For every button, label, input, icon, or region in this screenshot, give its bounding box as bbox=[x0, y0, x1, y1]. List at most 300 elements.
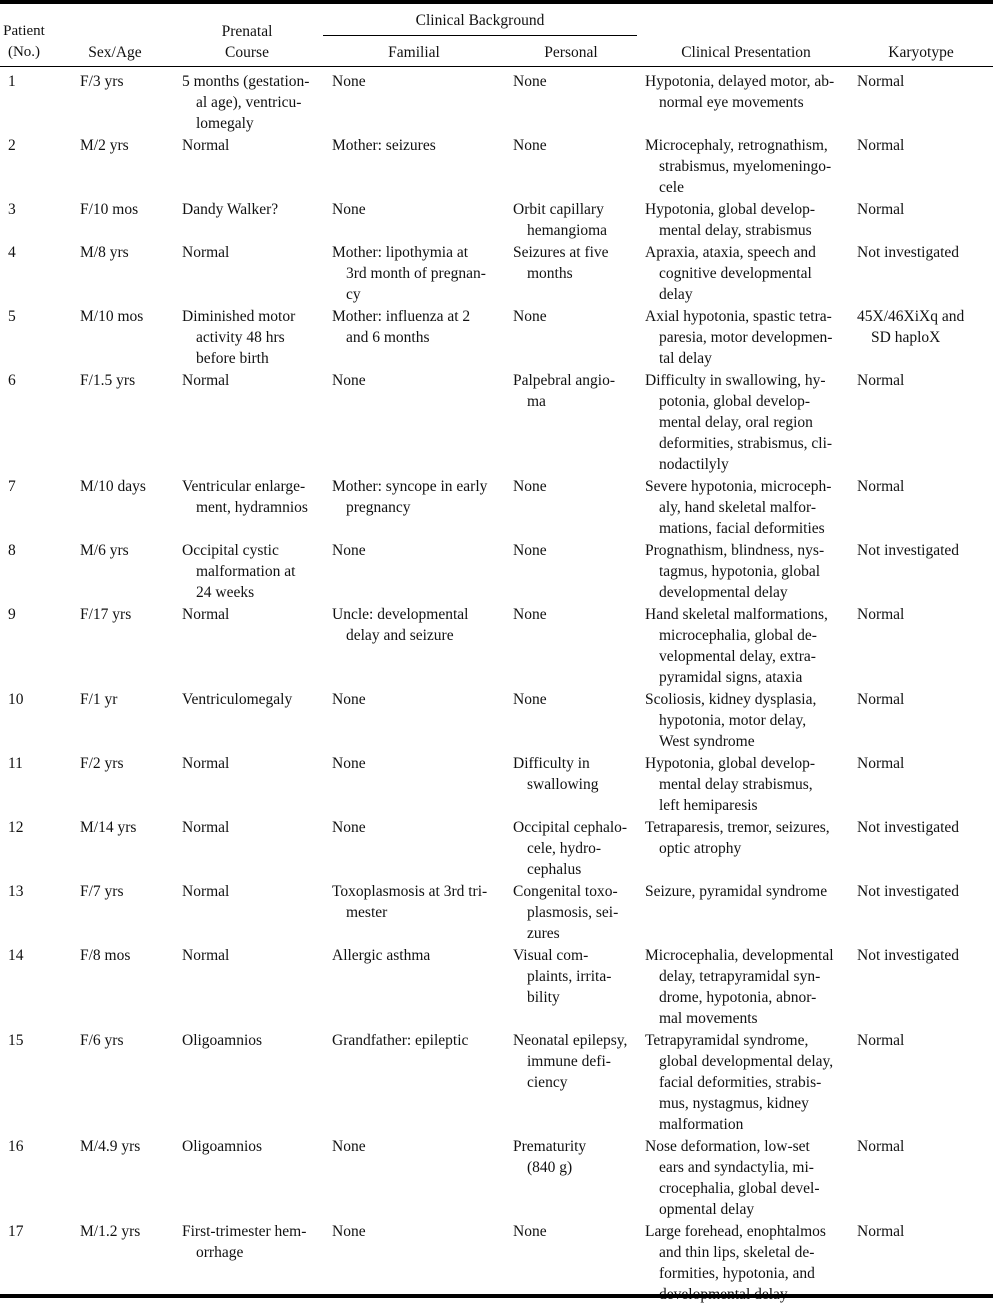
familial-background-cell bbox=[324, 241, 505, 305]
personal-background-line: ma bbox=[527, 393, 546, 410]
karyotype-line: Not investigated bbox=[857, 883, 960, 900]
clinical-presentation-cell bbox=[639, 305, 853, 369]
personal-background-line: cephalus bbox=[527, 861, 582, 878]
header-rule bbox=[0, 66, 993, 67]
patient-table bbox=[0, 70, 993, 1305]
table-row bbox=[0, 475, 993, 539]
prenatal-course-cell bbox=[174, 241, 324, 305]
familial-background-cell bbox=[324, 475, 505, 539]
sex-age: M/10 days bbox=[80, 478, 146, 495]
prenatal-course-cell bbox=[174, 880, 324, 944]
prenatal-course-cell bbox=[174, 1135, 324, 1220]
clinical-presentation-line: mental delay, oral region bbox=[659, 414, 813, 431]
karyotype-line: Normal bbox=[857, 1032, 905, 1049]
personal-background-line: swallowing bbox=[527, 776, 599, 793]
sex-age: F/6 yrs bbox=[80, 1032, 124, 1049]
table-row bbox=[0, 1220, 993, 1305]
familial-background-line: None bbox=[332, 73, 366, 90]
clinical-presentation-line: drome, hypotonia, abnor- bbox=[659, 989, 817, 1006]
patient-number-cell bbox=[0, 1220, 72, 1305]
personal-background-line: months bbox=[527, 265, 573, 282]
patient-number-cell bbox=[0, 539, 72, 603]
clinical-presentation-line: Large forehead, enophtalmos bbox=[645, 1223, 826, 1240]
patient-number: 15 bbox=[8, 1032, 24, 1049]
patient-number-cell bbox=[0, 816, 72, 880]
prenatal-course-line: Dandy Walker? bbox=[182, 201, 279, 218]
header-familial: Familial bbox=[388, 44, 440, 61]
personal-background-line: Occipital cephalo- bbox=[513, 819, 628, 836]
familial-background-line: Mother: syncope in early bbox=[332, 478, 488, 495]
familial-background-line: None bbox=[332, 755, 366, 772]
personal-background-line: plaints, irrita- bbox=[527, 968, 612, 985]
sex-age: F/10 mos bbox=[80, 201, 139, 218]
prenatal-course-line: Normal bbox=[182, 606, 230, 623]
prenatal-course-cell bbox=[174, 70, 324, 134]
prenatal-course-cell bbox=[174, 305, 324, 369]
personal-background-cell bbox=[505, 369, 639, 475]
personal-background-cell bbox=[505, 880, 639, 944]
sex-age-cell bbox=[72, 241, 174, 305]
familial-background-line: and 6 months bbox=[346, 329, 430, 346]
personal-background-cell bbox=[505, 1220, 639, 1305]
table-row bbox=[0, 198, 993, 241]
clinical-presentation-line: mal movements bbox=[659, 1010, 758, 1027]
clinical-presentation-cell bbox=[639, 475, 853, 539]
patient-number: 3 bbox=[8, 201, 16, 218]
sex-age: F/7 yrs bbox=[80, 883, 124, 900]
table-row bbox=[0, 134, 993, 198]
personal-background-cell bbox=[505, 1029, 639, 1135]
familial-background-line: Mother: seizures bbox=[332, 137, 436, 154]
personal-background-cell bbox=[505, 816, 639, 880]
familial-background-line: Mother: influenza at 2 bbox=[332, 308, 471, 325]
prenatal-course-line: Ventriculomegaly bbox=[182, 691, 293, 708]
clinical-presentation-line: and thin lips, skeletal de- bbox=[659, 1244, 815, 1261]
clinical-presentation-line: pyramidal signs, ataxia bbox=[659, 669, 803, 686]
familial-background-line: Allergic asthma bbox=[332, 947, 431, 964]
patient-number: 4 bbox=[8, 244, 16, 261]
personal-background-line: Neonatal epilepsy, bbox=[513, 1032, 628, 1049]
karyotype-line: Normal bbox=[857, 478, 905, 495]
karyotype-cell bbox=[853, 369, 993, 475]
patient-number-cell bbox=[0, 880, 72, 944]
karyotype-cell bbox=[853, 603, 993, 688]
karyotype-cell bbox=[853, 305, 993, 369]
table-row bbox=[0, 241, 993, 305]
prenatal-course-line: First-trimester hem- bbox=[182, 1223, 307, 1240]
clinical-presentation-cell bbox=[639, 70, 853, 134]
karyotype-line: Normal bbox=[857, 691, 905, 708]
familial-background-line: None bbox=[332, 201, 366, 218]
sex-age-cell bbox=[72, 369, 174, 475]
patient-number: 6 bbox=[8, 372, 16, 389]
sex-age-cell bbox=[72, 305, 174, 369]
personal-background-line: None bbox=[513, 308, 547, 325]
patient-number-cell bbox=[0, 134, 72, 198]
familial-background-line: cy bbox=[346, 286, 361, 303]
karyotype-line: Normal bbox=[857, 606, 905, 623]
familial-background-cell bbox=[324, 880, 505, 944]
sex-age: F/3 yrs bbox=[80, 73, 124, 90]
prenatal-course-line: Occipital cystic bbox=[182, 542, 279, 559]
personal-background-line: zures bbox=[527, 925, 560, 942]
sex-age: M/4.9 yrs bbox=[80, 1138, 141, 1155]
patient-number-cell bbox=[0, 944, 72, 1029]
clinical-presentation-line: aly, hand skeletal malfor- bbox=[659, 499, 817, 516]
header-clinical-background: Clinical Background bbox=[415, 12, 545, 29]
karyotype-line: Normal bbox=[857, 73, 905, 90]
clinical-presentation-line: Microcephaly, retrognathism, bbox=[645, 137, 828, 154]
clinical-presentation-line: normal eye movements bbox=[659, 94, 804, 111]
personal-background-line: bility bbox=[527, 989, 560, 1006]
clinical-presentation-cell bbox=[639, 539, 853, 603]
prenatal-course-cell bbox=[174, 816, 324, 880]
personal-background-line: plasmosis, sei- bbox=[527, 904, 619, 921]
familial-background-cell bbox=[324, 198, 505, 241]
karyotype-cell bbox=[853, 688, 993, 752]
karyotype-line: Normal bbox=[857, 137, 905, 154]
familial-background-line: None bbox=[332, 819, 366, 836]
familial-background-line: 3rd month of pregnan- bbox=[346, 265, 486, 282]
karyotype-cell bbox=[853, 241, 993, 305]
familial-background-line: None bbox=[332, 1138, 366, 1155]
clinical-presentation-line: crocephalia, global devel- bbox=[659, 1180, 820, 1197]
header-prenatal-course: Prenatal Course bbox=[221, 23, 273, 61]
personal-background-line: None bbox=[513, 1223, 547, 1240]
personal-background-line: None bbox=[513, 606, 547, 623]
personal-background-line: hemangioma bbox=[527, 222, 608, 239]
personal-background-cell bbox=[505, 603, 639, 688]
clinical-presentation-cell bbox=[639, 752, 853, 816]
personal-background-line: None bbox=[513, 691, 547, 708]
personal-background-line: Prematurity bbox=[513, 1138, 587, 1155]
sex-age: F/17 yrs bbox=[80, 606, 132, 623]
sex-age-cell bbox=[72, 70, 174, 134]
table-row bbox=[0, 752, 993, 816]
prenatal-course-line: 24 weeks bbox=[196, 584, 255, 601]
karyotype-line: Normal bbox=[857, 372, 905, 389]
sex-age-cell bbox=[72, 688, 174, 752]
karyotype-cell bbox=[853, 880, 993, 944]
prenatal-course-cell bbox=[174, 752, 324, 816]
personal-background-line: None bbox=[513, 73, 547, 90]
patient-number: 2 bbox=[8, 137, 16, 154]
prenatal-course-line: Normal bbox=[182, 372, 230, 389]
personal-background-cell bbox=[505, 688, 639, 752]
familial-background-cell bbox=[324, 305, 505, 369]
prenatal-course-line: al age), ventricu- bbox=[196, 94, 302, 111]
personal-background-cell bbox=[505, 1135, 639, 1220]
clinical-presentation-line: formities, hypotonia, and bbox=[659, 1265, 815, 1282]
clinical-presentation-cell bbox=[639, 241, 853, 305]
clinical-presentation-line: left hemiparesis bbox=[659, 797, 758, 814]
personal-background-line: Palpebral angio- bbox=[513, 372, 616, 389]
clinical-presentation-cell bbox=[639, 603, 853, 688]
clinical-presentation-line: Scoliosis, kidney dysplasia, bbox=[645, 691, 817, 708]
clinical-presentation-line: Nose deformation, low-set bbox=[645, 1138, 810, 1155]
prenatal-course-line: before birth bbox=[196, 350, 269, 367]
karyotype-cell bbox=[853, 70, 993, 134]
patient-number: 16 bbox=[8, 1138, 24, 1155]
sex-age-cell bbox=[72, 1135, 174, 1220]
patient-number-cell bbox=[0, 198, 72, 241]
clinical-presentation-line: ears and syndactylia, mi- bbox=[659, 1159, 814, 1176]
familial-background-cell bbox=[324, 369, 505, 475]
prenatal-course-line: Normal bbox=[182, 819, 230, 836]
sex-age-cell bbox=[72, 1220, 174, 1305]
prenatal-course-line: activity 48 hrs bbox=[196, 329, 285, 346]
personal-background-cell bbox=[505, 539, 639, 603]
table-row bbox=[0, 880, 993, 944]
clinical-presentation-line: tal delay bbox=[659, 350, 712, 367]
personal-background-cell bbox=[505, 752, 639, 816]
patient-number: 10 bbox=[8, 691, 24, 708]
familial-background-line: pregnancy bbox=[346, 499, 411, 516]
familial-background-cell bbox=[324, 134, 505, 198]
table-row bbox=[0, 1135, 993, 1220]
clinical-presentation-line: strabismus, myelomeningo- bbox=[659, 158, 832, 175]
sex-age: M/10 mos bbox=[80, 308, 144, 325]
personal-background-cell bbox=[505, 475, 639, 539]
familial-background-cell bbox=[324, 603, 505, 688]
clinical-presentation-cell bbox=[639, 369, 853, 475]
sex-age: F/1.5 yrs bbox=[80, 372, 136, 389]
patient-number-cell bbox=[0, 688, 72, 752]
personal-background-line: Congenital toxo- bbox=[513, 883, 618, 900]
prenatal-course-line: Oligoamnios bbox=[182, 1032, 263, 1049]
sex-age-cell bbox=[72, 198, 174, 241]
clinical-presentation-line: tagmus, hypotonia, global bbox=[659, 563, 821, 580]
table-row bbox=[0, 816, 993, 880]
clinical-presentation-line: developmental delay bbox=[659, 584, 788, 601]
familial-background-cell bbox=[324, 688, 505, 752]
clinical-presentation-line: potonia, global develop- bbox=[659, 393, 811, 410]
prenatal-course-cell bbox=[174, 688, 324, 752]
personal-background-line: immune defi- bbox=[527, 1053, 611, 1070]
karyotype-cell bbox=[853, 816, 993, 880]
patient-number-cell bbox=[0, 241, 72, 305]
prenatal-course-line: Normal bbox=[182, 137, 230, 154]
patient-number-cell bbox=[0, 1135, 72, 1220]
prenatal-course-line: orrhage bbox=[196, 1244, 244, 1261]
prenatal-course-line: Normal bbox=[182, 244, 230, 261]
personal-background-line: Visual com- bbox=[513, 947, 589, 964]
familial-background-cell bbox=[324, 1135, 505, 1220]
patient-number: 5 bbox=[8, 308, 16, 325]
clinical-presentation-cell bbox=[639, 1135, 853, 1220]
sex-age: M/2 yrs bbox=[80, 137, 129, 154]
sex-age: F/8 mos bbox=[80, 947, 131, 964]
familial-background-line: delay and seizure bbox=[346, 627, 454, 644]
familial-background-cell bbox=[324, 539, 505, 603]
karyotype-cell bbox=[853, 752, 993, 816]
sex-age-cell bbox=[72, 944, 174, 1029]
clinical-presentation-line: Seizure, pyramidal syndrome bbox=[645, 883, 828, 900]
clinical-presentation-line: velopmental delay, extra- bbox=[659, 648, 816, 665]
personal-background-line: Orbit capillary bbox=[513, 201, 604, 218]
sex-age-cell bbox=[72, 752, 174, 816]
clinical-presentation-cell bbox=[639, 880, 853, 944]
clinical-presentation-line: global developmental delay, bbox=[659, 1053, 834, 1070]
sex-age-cell bbox=[72, 816, 174, 880]
patient-number: 11 bbox=[8, 755, 23, 772]
sex-age-cell bbox=[72, 880, 174, 944]
familial-background-cell bbox=[324, 944, 505, 1029]
personal-background-line: Seizures at five bbox=[513, 244, 609, 261]
personal-background-line: cele, hydro- bbox=[527, 840, 602, 857]
karyotype-line: Not investigated bbox=[857, 947, 960, 964]
patient-number-cell bbox=[0, 305, 72, 369]
karyotype-cell bbox=[853, 1029, 993, 1135]
familial-background-cell bbox=[324, 816, 505, 880]
personal-background-line: (840 g) bbox=[527, 1159, 573, 1176]
prenatal-course-line: Normal bbox=[182, 947, 230, 964]
karyotype-line: Normal bbox=[857, 1138, 905, 1155]
clinical-presentation-cell bbox=[639, 134, 853, 198]
header-clinical-presentation: Clinical Presentation bbox=[681, 44, 811, 61]
prenatal-course-cell bbox=[174, 198, 324, 241]
clinical-presentation-line: deformities, strabismus, cli- bbox=[659, 435, 833, 452]
sex-age: M/6 yrs bbox=[80, 542, 129, 559]
clinical-presentation-cell bbox=[639, 1220, 853, 1305]
table-row bbox=[0, 305, 993, 369]
karyotype-line: Not investigated bbox=[857, 542, 960, 559]
clinical-presentation-line: Hypotonia, global develop- bbox=[645, 201, 816, 218]
patient-number: 12 bbox=[8, 819, 24, 836]
patient-number-cell bbox=[0, 70, 72, 134]
clinical-presentation-line: mental delay, strabismus bbox=[659, 222, 812, 239]
patient-number: 7 bbox=[8, 478, 16, 495]
bottom-rule bbox=[0, 1294, 993, 1298]
patient-number-cell bbox=[0, 752, 72, 816]
clinical-presentation-line: Severe hypotonia, microceph- bbox=[645, 478, 832, 495]
patient-number: 1 bbox=[8, 73, 16, 90]
table-row bbox=[0, 369, 993, 475]
familial-background-line: None bbox=[332, 691, 366, 708]
prenatal-course-cell bbox=[174, 134, 324, 198]
personal-background-cell bbox=[505, 134, 639, 198]
prenatal-course-cell bbox=[174, 944, 324, 1029]
table-row bbox=[0, 539, 993, 603]
karyotype-cell bbox=[853, 539, 993, 603]
karyotype-cell bbox=[853, 944, 993, 1029]
prenatal-course-cell bbox=[174, 603, 324, 688]
clinical-presentation-line: Apraxia, ataxia, speech and bbox=[645, 244, 816, 261]
clinical-presentation-line: Hand skeletal malformations, bbox=[645, 606, 828, 623]
karyotype-line: Normal bbox=[857, 755, 905, 772]
familial-background-cell bbox=[324, 752, 505, 816]
personal-background-line: Difficulty in bbox=[513, 755, 590, 772]
clinical-presentation-line: paresia, motor developmen- bbox=[659, 329, 833, 346]
clinical-presentation-cell bbox=[639, 198, 853, 241]
sex-age-cell bbox=[72, 475, 174, 539]
clinical-background-rule bbox=[323, 35, 637, 36]
clinical-presentation-line: facial deformities, strabis- bbox=[659, 1074, 822, 1091]
prenatal-course-cell bbox=[174, 539, 324, 603]
personal-background-line: None bbox=[513, 542, 547, 559]
sex-age: F/1 yr bbox=[80, 691, 118, 708]
sex-age-cell bbox=[72, 539, 174, 603]
clinical-presentation-line: nodactilyly bbox=[659, 456, 729, 473]
header-sex-age: Sex/Age bbox=[88, 44, 142, 61]
prenatal-course-line: Normal bbox=[182, 883, 230, 900]
sex-age: M/1.2 yrs bbox=[80, 1223, 141, 1240]
table-row bbox=[0, 603, 993, 688]
prenatal-course-line: Oligoamnios bbox=[182, 1138, 263, 1155]
prenatal-course-cell bbox=[174, 475, 324, 539]
personal-background-line: None bbox=[513, 478, 547, 495]
header-karyotype: Karyotype bbox=[888, 44, 954, 61]
karyotype-cell bbox=[853, 1135, 993, 1220]
familial-background-line: None bbox=[332, 542, 366, 559]
patient-number-cell bbox=[0, 1029, 72, 1135]
prenatal-course-cell bbox=[174, 1220, 324, 1305]
header-personal: Personal bbox=[544, 44, 598, 61]
familial-background-line: mester bbox=[346, 904, 388, 921]
table-row bbox=[0, 688, 993, 752]
familial-background-line: None bbox=[332, 1223, 366, 1240]
clinical-presentation-line: mus, nystagmus, kidney bbox=[659, 1095, 809, 1112]
patient-number: 9 bbox=[8, 606, 16, 623]
personal-background-cell bbox=[505, 241, 639, 305]
clinical-presentation-line: Tetraparesis, tremor, seizures, bbox=[645, 819, 830, 836]
personal-background-line: None bbox=[513, 137, 547, 154]
sex-age-cell bbox=[72, 603, 174, 688]
patient-number-cell bbox=[0, 369, 72, 475]
clinical-presentation-line: Microcephalia, developmental bbox=[645, 947, 834, 964]
patient-number-cell bbox=[0, 475, 72, 539]
karyotype-cell bbox=[853, 198, 993, 241]
clinical-presentation-line: opmental delay bbox=[659, 1201, 755, 1218]
karyotype-line: 45X/46XiXq and bbox=[857, 308, 965, 325]
sex-age-cell bbox=[72, 134, 174, 198]
personal-background-cell bbox=[505, 70, 639, 134]
patient-number: 17 bbox=[8, 1223, 24, 1240]
clinical-presentation-line: mental delay strabismus, bbox=[659, 776, 813, 793]
prenatal-course-line: 5 months (gestation- bbox=[182, 73, 310, 90]
clinical-presentation-line: optic atrophy bbox=[659, 840, 742, 857]
clinical-presentation-line: hypotonia, motor delay, bbox=[659, 712, 807, 729]
karyotype-cell bbox=[853, 475, 993, 539]
clinical-presentation-line: microcephalia, global de- bbox=[659, 627, 817, 644]
prenatal-course-cell bbox=[174, 369, 324, 475]
top-rule bbox=[0, 0, 993, 4]
personal-background-cell bbox=[505, 944, 639, 1029]
prenatal-course-line: Normal bbox=[182, 755, 230, 772]
personal-background-cell bbox=[505, 305, 639, 369]
table-row bbox=[0, 944, 993, 1029]
familial-background-cell bbox=[324, 1220, 505, 1305]
sex-age: M/8 yrs bbox=[80, 244, 129, 261]
clinical-presentation-line: Tetrapyramidal syndrome, bbox=[645, 1032, 809, 1049]
personal-background-cell bbox=[505, 198, 639, 241]
sex-age: F/2 yrs bbox=[80, 755, 124, 772]
clinical-presentation-cell bbox=[639, 944, 853, 1029]
karyotype-cell bbox=[853, 1220, 993, 1305]
prenatal-course-cell bbox=[174, 1029, 324, 1135]
prenatal-course-line: malformation at bbox=[196, 563, 296, 580]
header-patient: Patient (No.) bbox=[3, 23, 45, 60]
clinical-presentation-line: mations, facial deformities bbox=[659, 520, 825, 537]
karyotype-line: Not investigated bbox=[857, 819, 960, 836]
personal-background-line: ciency bbox=[527, 1074, 568, 1091]
prenatal-course-line: Ventricular enlarge- bbox=[182, 478, 306, 495]
karyotype-line: Not investigated bbox=[857, 244, 960, 261]
clinical-presentation-cell bbox=[639, 688, 853, 752]
clinical-presentation-line: delay bbox=[659, 286, 693, 303]
clinical-presentation-line: Difficulty in swallowing, hy- bbox=[645, 372, 826, 389]
sex-age: M/14 yrs bbox=[80, 819, 137, 836]
